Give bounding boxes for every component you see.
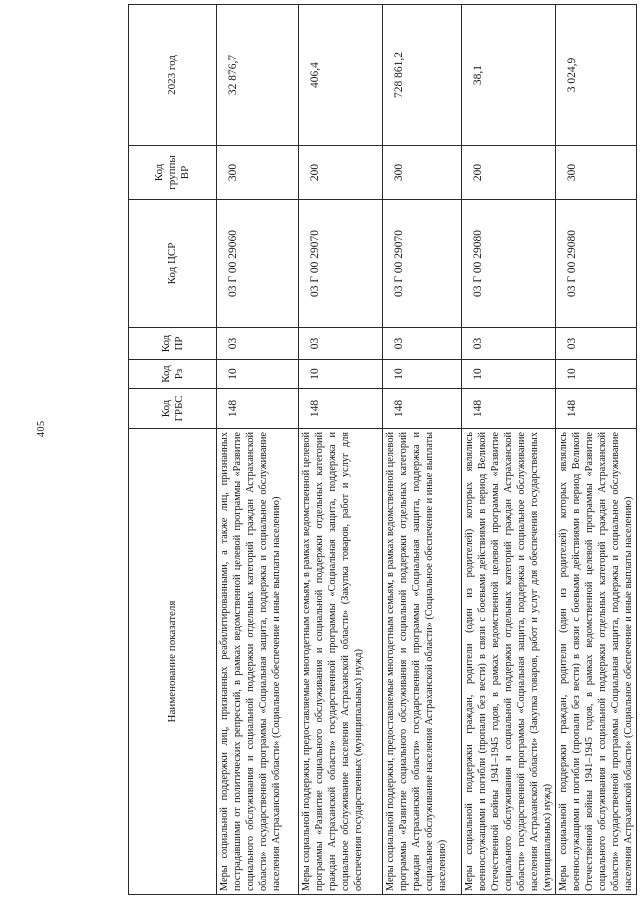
row-value: 728 861,2 (383, 5, 462, 146)
row-pr: 03 (299, 328, 383, 360)
row-vr: 300 (556, 146, 637, 200)
row-vr: 300 (217, 146, 299, 200)
table-row (383, 5, 462, 895)
row-grbs: 148 (217, 389, 299, 429)
header-rz: Код Рз (129, 360, 217, 389)
header-grbs: Код ГРБС (129, 389, 217, 429)
row-csr: 03 Г 00 29060 (217, 200, 299, 328)
row-csr: 03 Г 00 29080 (462, 200, 556, 328)
table-row (299, 5, 383, 895)
row-grbs: 148 (462, 389, 556, 429)
table-header (129, 5, 217, 895)
header-year: 2023 год (129, 5, 217, 146)
row-value: 38,1 (462, 5, 556, 146)
row-vr: 300 (383, 146, 462, 200)
header-pr: Код ПР (129, 328, 217, 360)
row-pr: 03 (462, 328, 556, 360)
row-grbs: 148 (299, 389, 383, 429)
row-rz: 10 (556, 360, 637, 389)
row-pr: 03 (217, 328, 299, 360)
row-vr: 200 (299, 146, 383, 200)
row-rz: 10 (217, 360, 299, 389)
budget-table (128, 4, 637, 895)
row-name: Меры социальной поддержки граждан, родители (один из родителей) которых являлись военнослужащими и погибли (пропали без вести) в связи с боевыми действиями в период Великой Отечественной войны 1941–1945 годов, в рамках ведомственной целевой программы «Развитие социального обслуживания и социальной поддержки отдельных категорий граждан Астраханской области» государственной программы «Социальная защита, поддержка и социальное обслуживание населения Астраханской области» (Закупка товаров, работ и услуг для обеспечения государственных (муниципальных) нужд) (462, 429, 556, 895)
row-rz: 10 (299, 360, 383, 389)
row-pr: 03 (383, 328, 462, 360)
row-pr: 03 (556, 328, 637, 360)
row-rz: 10 (462, 360, 556, 389)
row-grbs: 148 (556, 389, 637, 429)
row-value: 3 024,9 (556, 5, 637, 146)
row-value: 32 876,7 (217, 5, 299, 146)
table-row (462, 5, 556, 895)
header-vr: Код группы ВР (129, 146, 217, 200)
row-rz: 10 (383, 360, 462, 389)
row-name: Меры социальной поддержки, предоставляемые многодетным семьям, в рамках ведомственной целевой программы «Развитие социального обслуживания и социальной поддержки отдельных категорий граждан Астраханской области» государственной программы «Социальная защита, поддержка и социальное обслуживание населения Астраханской области» (Социальное обеспечение и иные выплаты населению) (383, 429, 462, 895)
row-csr: 03 Г 00 29080 (556, 200, 637, 328)
row-grbs: 148 (383, 389, 462, 429)
header-name: Наименование показателя (129, 429, 217, 895)
row-name: Меры социальной поддержки, предоставляемые многодетным семьям, в рамках ведомственной целевой программы «Развитие социального обслуживания и социальной поддержки отдельных категорий граждан Астраханской области» государственной программы «Социальная защита, поддержка и социальное обслуживание населения Астраханской области» (Закупка товаров, работ и услуг для обеспечения государственных (муниципальных) нужд) (299, 429, 383, 895)
rotated-page (128, 5, 634, 895)
table-row (217, 5, 299, 895)
page-number: 405 (36, 420, 47, 437)
header-csr: Код ЦСР (129, 200, 217, 328)
row-csr: 03 Г 00 29070 (383, 200, 462, 328)
row-name: Меры социальной поддержки граждан, родители (один из родителей) которых являлись военнослужащими и погибли (пропали без вести) в связи с боевыми действиями в период Великой Отечественной войны 1941–1945 годов, в рамках ведомственной целевой программы «Развитие социального обслуживания и социальной поддержки отдельных категорий граждан Астраханской области» государственной программы «Социальная защита, поддержка и социальное обслуживание населения Астраханской области» (Социальное обеспечение и иные выплаты населению) (556, 429, 637, 895)
row-vr: 200 (462, 146, 556, 200)
row-value: 406,4 (299, 5, 383, 146)
row-csr: 03 Г 00 29070 (299, 200, 383, 328)
table-row (556, 5, 637, 895)
row-name: Меры социальной поддержки лиц, признанных реабилитированными, а также лиц, признанных пострадавшими от политических репрессий, в рамках ведомственной целевой программы «Развитие социального обслуживания и социальной поддержки отдельных категорий граждан Астраханской области» государственной программы «Социальная защита, поддержка и социальное обслуживание населения Астраханской области» (Социальное обеспечение и иные выплаты населению) (217, 429, 299, 895)
